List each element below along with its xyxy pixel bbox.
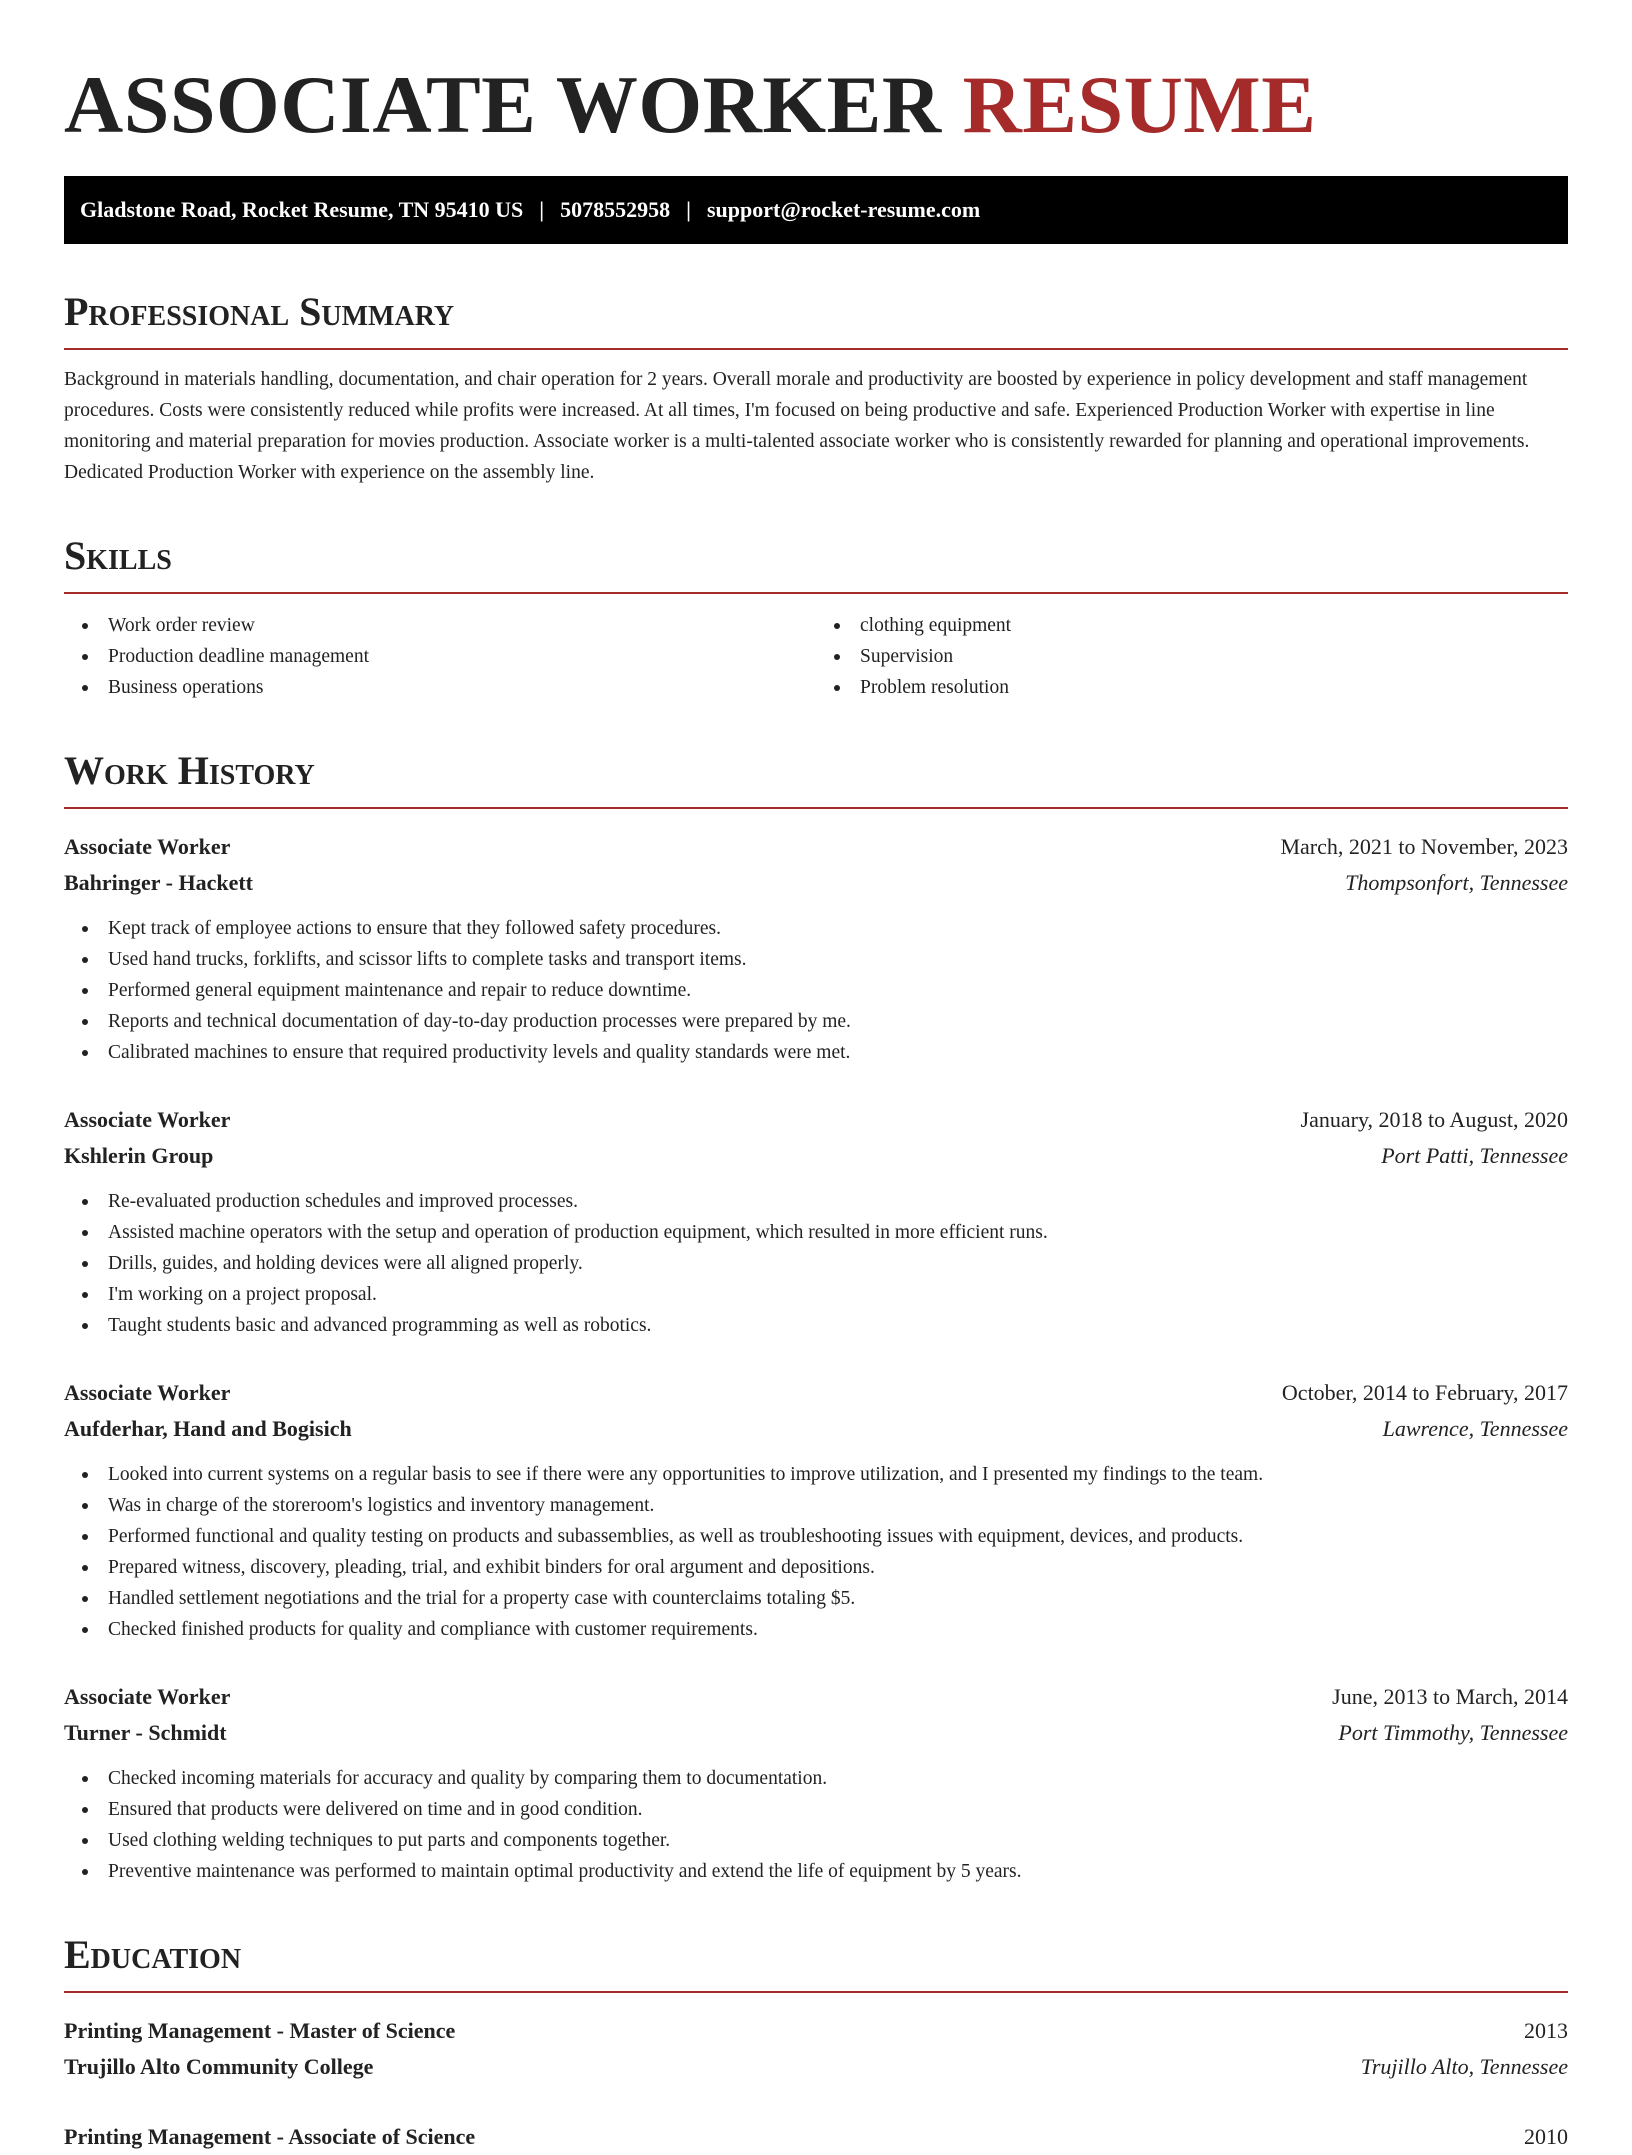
education-location: Trujillo Alto, Tennessee <box>1360 2054 1568 2080</box>
job-bullet: I'm working on a project proposal. <box>64 1279 1568 1310</box>
job-company-row <box>64 1411 1568 1447</box>
job-bullet: Assisted machine operators with the setup and operation of production equipment, which resulted in more efficient runs. <box>64 1217 1568 1248</box>
job-bullet: Kept track of employee actions to ensure that they followed safety procedures. <box>64 913 1568 944</box>
contact-email: support@rocket-resume.com <box>707 197 981 223</box>
job-bullet: Checked finished products for quality and compliance with customer requirements. <box>64 1614 1568 1645</box>
job-bullet: Looked into current systems on a regular basis to see if there were any opportunities to improve utilization, and I presented my findings to the team. <box>64 1459 1568 1490</box>
job-header-row <box>64 829 1568 865</box>
job-header-row <box>64 1102 1568 1138</box>
job-company: Aufderhar, Hand and Bogisich <box>64 1416 352 1442</box>
skills-column-left <box>64 610 816 703</box>
job-company-row <box>64 865 1568 901</box>
job-entry <box>64 1679 1568 1887</box>
job-company: Kshlerin Group <box>64 1143 214 1169</box>
skill-item: Problem resolution <box>816 672 1568 703</box>
skills-column-right <box>816 610 1568 703</box>
education-degree: Printing Management - Associate of Science <box>64 2124 476 2150</box>
job-company-row <box>64 1715 1568 1751</box>
education-entry <box>64 2013 1568 2085</box>
skill-item: Business operations <box>64 672 816 703</box>
education-degree: Printing Management - Master of Science <box>64 2018 456 2044</box>
job-dates: June, 2013 to March, 2014 <box>1332 1684 1568 1710</box>
job-title: Associate Worker <box>64 1684 231 1710</box>
job-dates: March, 2021 to November, 2023 <box>1280 834 1568 860</box>
education-year: 2013 <box>1524 2018 1568 2044</box>
job-bullet: Performed general equipment maintenance and repair to reduce downtime. <box>64 975 1568 1006</box>
contact-separator: | <box>686 197 691 223</box>
job-bullet: Used hand trucks, forklifts, and scissor lifts to complete tasks and transport items. <box>64 944 1568 975</box>
job-title: Associate Worker <box>64 834 231 860</box>
job-entry <box>64 1375 1568 1645</box>
job-location: Port Patti, Tennessee <box>1381 1143 1568 1169</box>
education-school: Trujillo Alto Community College <box>64 2054 374 2080</box>
job-bullet: Prepared witness, discovery, pleading, trial, and exhibit binders for oral argument and depositions. <box>64 1552 1568 1583</box>
job-bullets <box>64 1186 1568 1341</box>
skills-list <box>64 610 1568 703</box>
education-school-row <box>64 2049 1568 2085</box>
resume-title <box>64 56 1568 154</box>
job-bullet: Was in charge of the storeroom's logistics and inventory management. <box>64 1490 1568 1521</box>
job-company: Bahringer - Hackett <box>64 870 254 896</box>
summary-heading: Professional Summary <box>64 288 1568 350</box>
job-company: Turner - Schmidt <box>64 1720 227 1746</box>
skill-item: Production deadline management <box>64 641 816 672</box>
title-main: ASSOCIATE WORKER <box>64 59 942 150</box>
job-bullet: Checked incoming materials for accuracy and quality by comparing them to documentation. <box>64 1763 1568 1794</box>
summary-text: Background in materials handling, documentation, and chair operation for 2 years. Overall morale and productivity are boosted by experience in policy development and staff management procedures. Costs were consistently reduced while profits were increased. At all times, I'm focused on being productive and safe. Experienced Production Worker with expertise in line monitoring and material preparation for movies production. Associate worker is a multi-talented associate worker who is consistently rewarded for planning and operational improvements. Dedicated Production Worker with experience on the assembly line. <box>64 369 1530 484</box>
skill-item: Work order review <box>64 610 816 641</box>
contact-bar <box>64 176 1568 244</box>
skill-item: clothing equipment <box>816 610 1568 641</box>
job-company-row <box>64 1138 1568 1174</box>
job-bullet: Preventive maintenance was performed to maintain optimal productivity and extend the life of equipment by 5 years. <box>64 1856 1568 1887</box>
job-title: Associate Worker <box>64 1380 231 1406</box>
job-bullet: Calibrated machines to ensure that required productivity levels and quality standards were met. <box>64 1037 1568 1068</box>
contact-address: Gladstone Road, Rocket Resume, TN 95410 US <box>80 197 524 223</box>
job-entry <box>64 829 1568 1068</box>
job-dates: January, 2018 to August, 2020 <box>1300 1107 1568 1133</box>
job-bullet: Handled settlement negotiations and the trial for a property case with counterclaims totaling $5. <box>64 1583 1568 1614</box>
job-header-row <box>64 1679 1568 1715</box>
job-entry <box>64 1102 1568 1341</box>
education-heading: Education <box>64 1931 1568 1993</box>
contact-separator: | <box>539 197 545 223</box>
job-header-row <box>64 1375 1568 1411</box>
job-bullet: Re-evaluated production schedules and improved processes. <box>64 1186 1568 1217</box>
skills-heading: Skills <box>64 532 1568 594</box>
job-dates: October, 2014 to February, 2017 <box>1281 1380 1568 1406</box>
contact-phone: 5078552958 <box>560 197 671 223</box>
education-year: 2010 <box>1524 2124 1568 2150</box>
job-location: Thompsonfort, Tennessee <box>1345 870 1568 896</box>
work-history-heading: Work History <box>64 747 1568 809</box>
education-entry <box>64 2119 1568 2155</box>
education-degree-row <box>64 2119 1568 2155</box>
job-bullet: Reports and technical documentation of day-to-day production processes were prepared by me. <box>64 1006 1568 1037</box>
job-bullet: Performed functional and quality testing on products and subassemblies, as well as troubleshooting issues with equipment, devices, and products. <box>64 1521 1568 1552</box>
job-bullet: Used clothing welding techniques to put parts and components together. <box>64 1825 1568 1856</box>
job-bullets <box>64 913 1568 1068</box>
job-bullets <box>64 1763 1568 1887</box>
education-degree-row <box>64 2013 1568 2049</box>
job-bullet: Drills, guides, and holding devices were all aligned properly. <box>64 1248 1568 1279</box>
job-bullets <box>64 1459 1568 1645</box>
skill-item: Supervision <box>816 641 1568 672</box>
job-title: Associate Worker <box>64 1107 231 1133</box>
job-bullet: Taught students basic and advanced programming as well as robotics. <box>64 1310 1568 1341</box>
job-bullet: Ensured that products were delivered on time and in good condition. <box>64 1794 1568 1825</box>
title-accent: RESUME <box>962 59 1317 150</box>
job-location: Lawrence, Tennessee <box>1382 1416 1568 1442</box>
job-location: Port Timmothy, Tennessee <box>1338 1720 1568 1746</box>
